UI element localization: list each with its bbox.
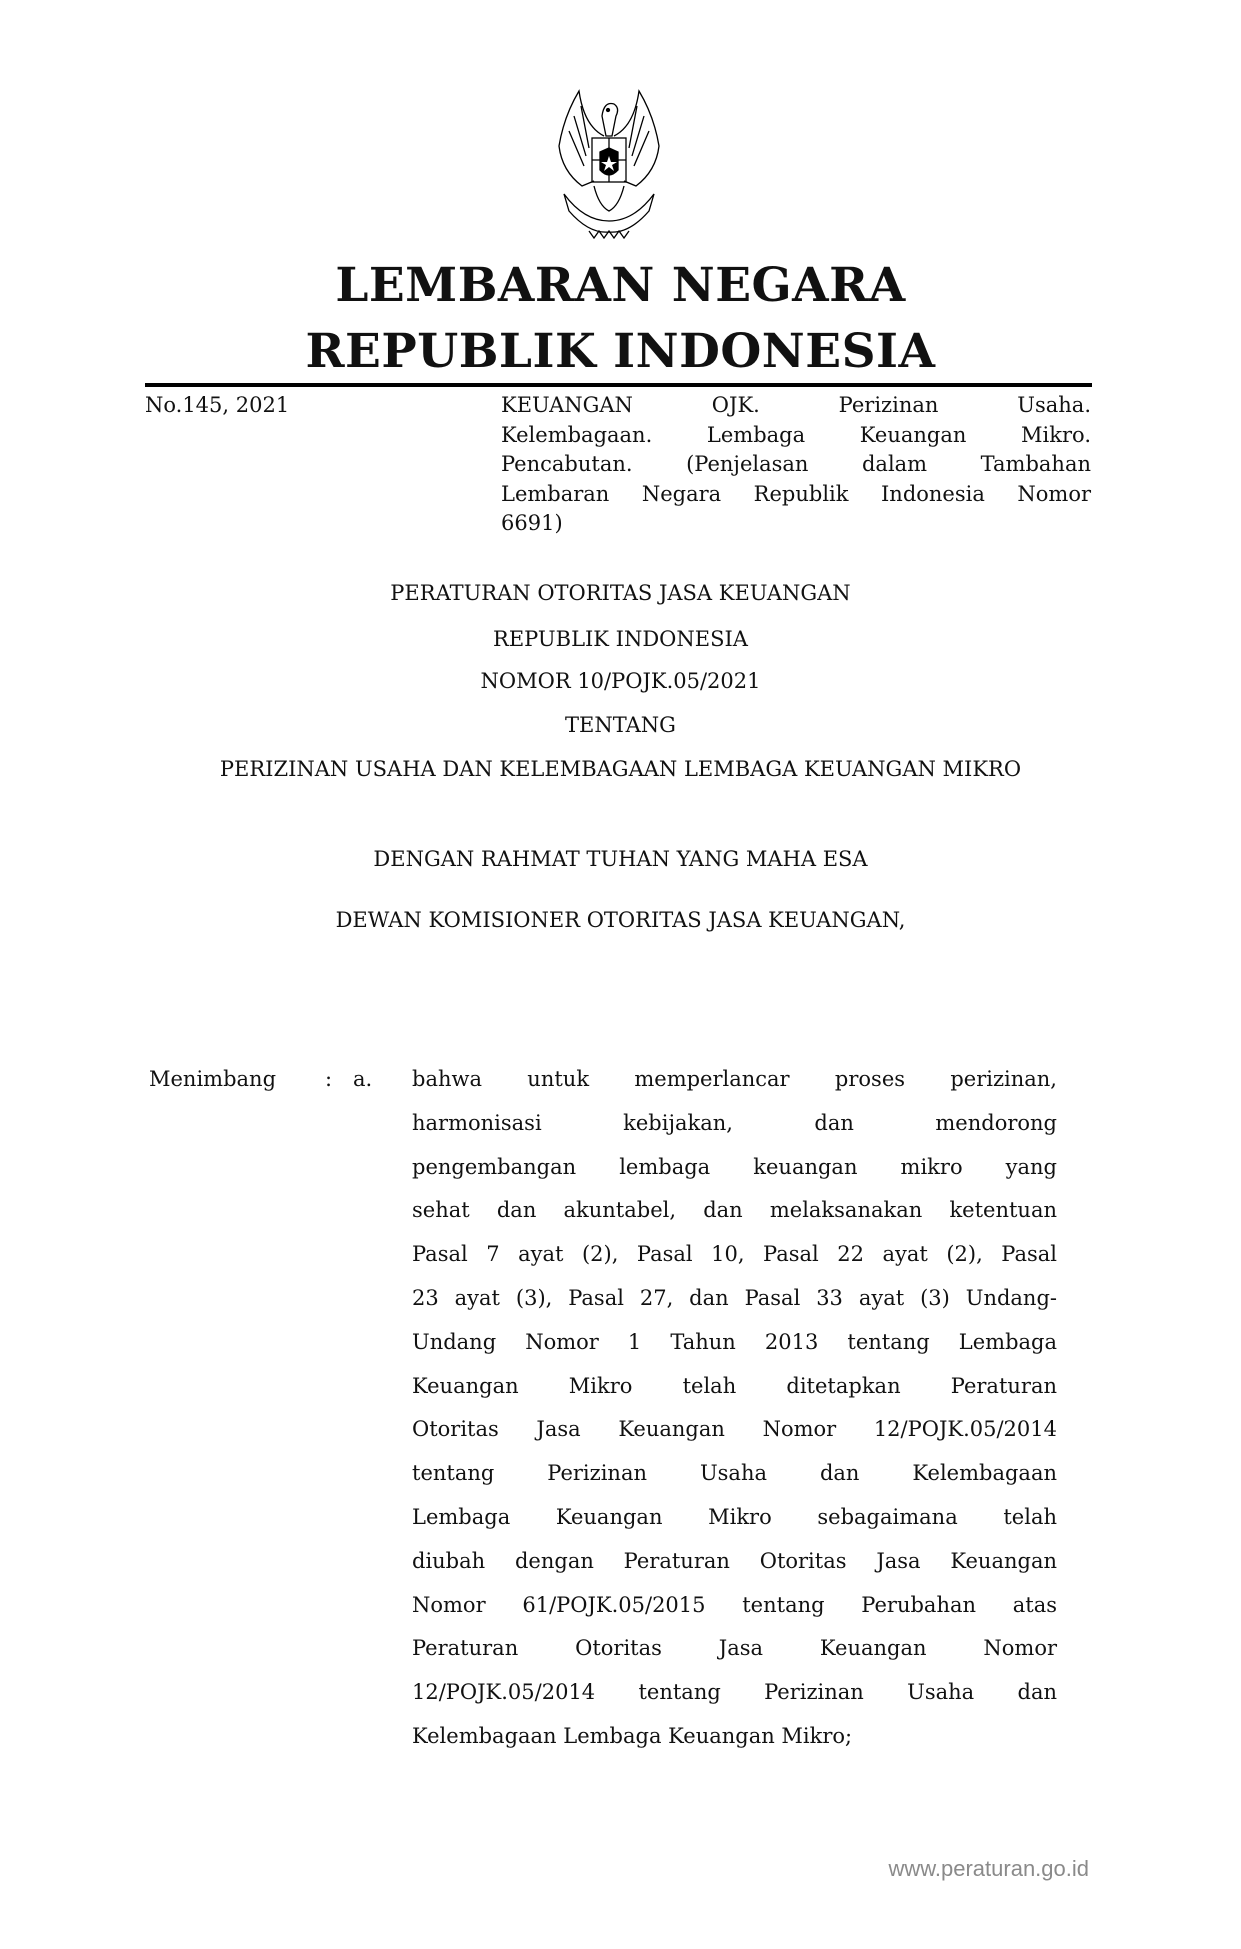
text-line: Undang Nomor 1 Tahun 2013 tentang Lembaga [412, 1329, 1057, 1354]
text-line: Keuangan Mikro telah ditetapkan Peraturan [412, 1373, 1057, 1398]
text-line: sehat dan akuntabel, dan melaksanakan ketentuan [412, 1198, 1057, 1223]
text-line: pengembangan lembaga keuangan mikro yang [412, 1154, 1057, 1179]
text-line: Kelembagaan Lembaga Keuangan Mikro; [412, 1723, 853, 1748]
considerations-label: Menimbang [149, 1067, 277, 1091]
masthead-divider [145, 383, 1092, 387]
considerations-colon: : [325, 1067, 333, 1091]
summary-line: 6691) [501, 511, 563, 535]
summary-line: KEUANGAN OJK. Perizinan Usaha. [501, 393, 1091, 417]
text-line: Otoritas Jasa Keuangan Nomor 12/POJK.05/2014 [412, 1417, 1057, 1442]
text-line: Pasal 7 ayat (2), Pasal 10, Pasal 22 ayat (2), Pasal [412, 1242, 1057, 1267]
item-marker: a. [353, 1067, 373, 1091]
garuda-emblem-icon [534, 86, 684, 240]
text-line: Lembaga Keuangan Mikro sebagaimana telah [412, 1504, 1057, 1529]
text-line: Peraturan Otoritas Jasa Keuangan Nomor [412, 1636, 1057, 1661]
consideration-a-text [412, 1058, 1057, 1759]
regulation-subject: PERIZINAN USAHA DAN KELEMBAGAAN LEMBAGA KEUANGAN MIKRO [219, 757, 1022, 781]
regulation-type: PERATURAN OTORITAS JASA KEUANGAN [390, 581, 851, 605]
summary-line: Lembaran Negara Republik Indonesia Nomor [501, 481, 1091, 506]
invocation: DENGAN RAHMAT TUHAN YANG MAHA ESA [373, 847, 868, 871]
text-line: Nomor 61/POJK.05/2015 tentang Perubahan atas [412, 1592, 1057, 1617]
text-line: 12/POJK.05/2014 tentang Perizinan Usaha dan [412, 1680, 1057, 1705]
issuer: DEWAN KOMISIONER OTORITAS JASA KEUANGAN, [335, 908, 906, 932]
regulation-about: TENTANG [565, 713, 676, 737]
summary-line: Kelembagaan. Lembaga Keuangan Mikro. [501, 422, 1091, 447]
text-line: tentang Perizinan Usaha dan Kelembagaan [412, 1461, 1057, 1486]
footer-website-link[interactable]: www.peraturan.go.id [888, 1856, 1089, 1881]
regulation-number: NOMOR 10/POJK.05/2021 [480, 669, 761, 693]
gazette-number: No.145, 2021 [145, 393, 290, 417]
masthead-title-line1: LEMBARAN NEGARA [335, 258, 906, 313]
text-line: harmonisasi kebijakan, dan mendorong [412, 1110, 1057, 1135]
gazette-summary [501, 391, 1091, 539]
regulation-country: REPUBLIK INDONESIA [493, 627, 748, 651]
summary-line: Pencabutan. (Penjelasan dalam Tambahan [501, 452, 1091, 476]
text-line: 23 ayat (3), Pasal 27, dan Pasal 33 ayat (3) Undang- [412, 1285, 1057, 1310]
text-line: diubah dengan Peraturan Otoritas Jasa Keuangan [412, 1548, 1057, 1573]
masthead-title-line2: REPUBLIK INDONESIA [305, 324, 936, 379]
text-line: bahwa untuk memperlancar proses perizinan, [412, 1067, 1057, 1091]
